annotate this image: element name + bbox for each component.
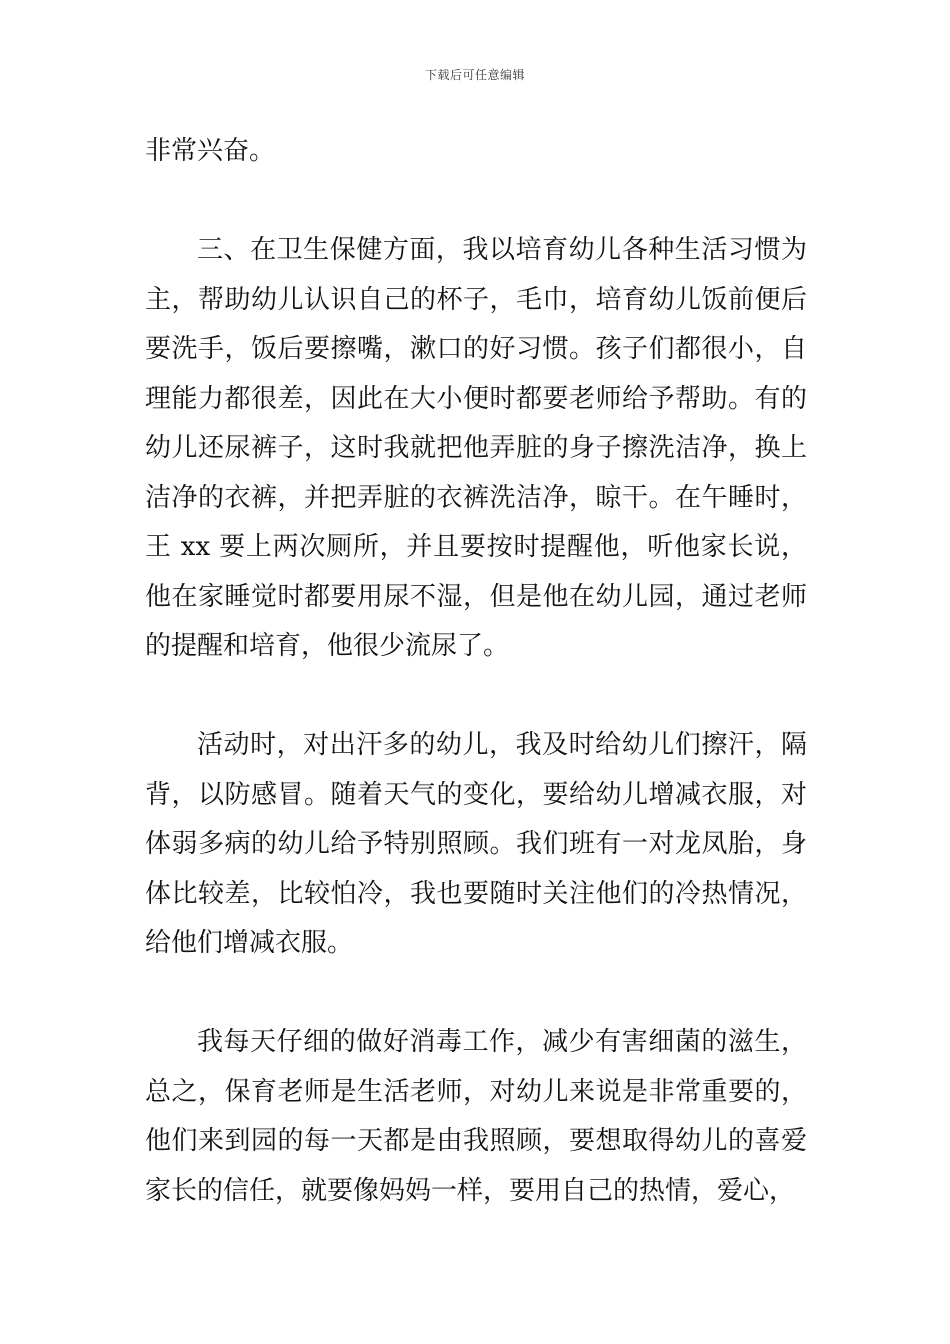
paragraph-gap: [145, 969, 807, 1019]
paragraph-activities: 活动时，对出汗多的幼儿，我及时给幼儿们擦汗，隔背，以防感冒。随着天气的变化，要给幼儿增减衣服，对体弱多病的幼儿给予特别照顾。我们班有一对龙凤胎，身体比较差，比较怕冷，我也要随时关注他们的冷热情况，给他们增减衣服。: [145, 730, 807, 958]
paragraph-continuation: 非常兴奋。: [145, 136, 276, 166]
paragraph-hygiene: 三、在卫生保健方面，我以培育幼儿各种生活习惯为主，帮助幼儿认识自己的杯子，毛巾，培育幼儿饭前便后要洗手，饭后要擦嘴，漱口的好习惯。孩子们都很小，自理能力都很差，因此在大小便时都要老师给予帮助。有的幼儿还尿裤子，这时我就把他弄脏的身子擦洗洁净，换上洁净的衣裤，并把弄脏的衣裤洗洁净，晾干。在午睡时，王 xx 要上两次厕所，并且要按时提醒他，听他家长说，他在家睡觉时都要用尿不湿，但是他在幼儿园，通过老师的提醒和培育，他很少流尿了。: [145, 235, 807, 661]
paragraph-disinfection: 我每天仔细的做好消毒工作，减少有害细菌的滋生，总之，保育老师是生活老师，对幼儿来说是非常重要的，他们来到园的每一天都是由我照顾，要想取得幼儿的喜爱家长的信任，就要像妈妈一样，要用自己的热情，爱心，: [145, 1027, 807, 1206]
paragraph-gap: [145, 177, 807, 227]
document-body: [145, 127, 807, 1216]
paragraph-gap: [145, 672, 807, 722]
page-header-note: 下载后可任意编辑: [424, 68, 525, 82]
